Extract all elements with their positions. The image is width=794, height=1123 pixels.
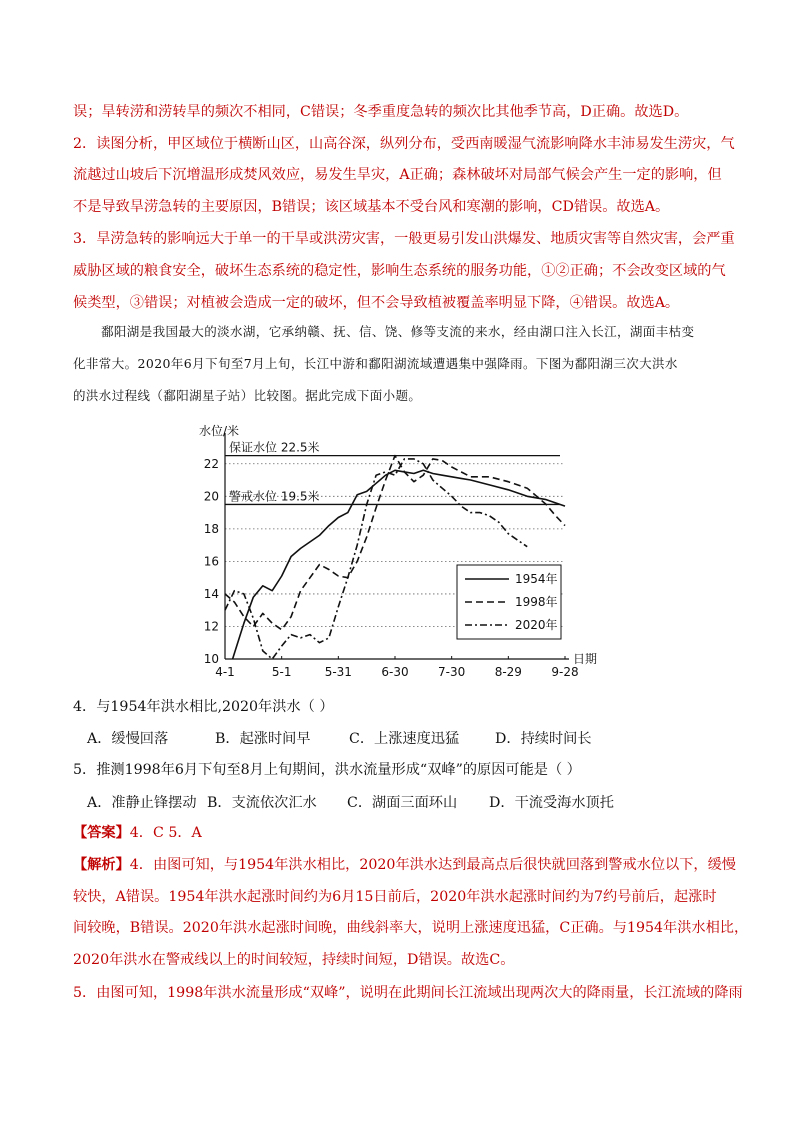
answer-continuation: 误；旱转涝和涝转旱的频次不相同，C错误；冬季重度急转的频次比其他季节高，D正确。故选D。	[73, 104, 689, 120]
q4-option-d[interactable]: D．持续时间长	[495, 731, 592, 747]
x-tick-label: 9-28	[551, 665, 579, 679]
x-tick-label: 6-30	[381, 665, 409, 679]
legend	[457, 565, 561, 639]
x-tick-label: 4-1	[215, 665, 235, 679]
y-tick-label: 18	[203, 521, 219, 536]
intro-line-2: 化非常大。2020年6月下旬至7月上旬，长江中游和鄱阳湖流域遭遇集中强降雨。下图为鄱阳湖三次大洪水	[73, 356, 678, 371]
question-5-options	[87, 792, 614, 812]
legend-label: 2020年	[515, 618, 558, 632]
x-tick-label: 8-29	[494, 665, 522, 679]
analysis-line-5: 5．由图可知，1998年洪水流量形成“双峰”，说明在此期间长江流域出现两次大的降雨量，长江流域的降雨	[73, 985, 743, 1001]
axes	[204, 433, 579, 679]
reference-line-label: 保证水位 22.5米	[229, 440, 320, 455]
x-tick-label: 7-30	[438, 665, 466, 679]
q5-option-a[interactable]: A．准静止锋摆动	[87, 795, 197, 811]
answer-line	[73, 823, 202, 843]
answer-tag: 【答案】	[73, 825, 130, 841]
y-tick-label: 20	[203, 489, 219, 504]
q5-option-d[interactable]: D．干流受海水顶托	[489, 795, 614, 811]
explanation-2-line-3: 不是导致旱涝急转的主要原因，B错误；该区域基本不受台风和寒潮的影响，CD错误。故选A。	[73, 199, 670, 215]
analysis-line-2: 较快，A错误。1954年洪水起涨时间约为6月15日前后，2020年洪水起涨时间约为7约号前后，起涨时	[73, 889, 717, 905]
q5-option-c[interactable]: C．湖面三面环山	[347, 795, 458, 811]
analysis-line-4: 2020年洪水在警戒线以上的时间较短，持续时间短，D错误。故选C。	[73, 952, 515, 968]
x-axis-label: 日期	[573, 652, 598, 666]
analysis-line-1	[73, 855, 736, 875]
y-tick-label: 22	[203, 456, 219, 471]
x-tick-label: 5-1	[271, 665, 292, 679]
question-5: 5．推测1998年6月下旬至8月上旬期间，洪水流量形成“双峰”的原因可能是（ ）	[73, 762, 581, 778]
answer-text: 4．C 5．A	[129, 825, 202, 841]
explanation-3-line-3: 候类型，③错误；对植被会造成一定的破坏，但不会导致植被覆盖率明显下降，④错误。故选A。	[73, 295, 680, 311]
explanation-3-line-2: 威胁区域的粮食安全，破坏生态系统的稳定性，影响生态系统的服务功能，①②正确；不会改变区域的气	[73, 263, 726, 279]
analysis-line-3: 间较晚，B错误。2020年洪水起涨时间晚，曲线斜率大，说明上涨速度迅猛，C正确。与1954年洪水相比，	[73, 920, 749, 936]
y-tick-label: 14	[203, 586, 219, 601]
intro-line-1: 鄱阳湖是我国最大的淡水湖，它承纳赣、抚、信、饶、修等支流的来水，经由湖口注入长江，湖面丰枯变	[101, 324, 695, 339]
x-tick-label: 5-31	[324, 665, 352, 679]
reference-line-label: 警戒水位 19.5米	[229, 489, 320, 504]
q5-option-b[interactable]: B．支流依次汇水	[207, 795, 317, 811]
legend-label: 1998年	[515, 595, 558, 609]
y-tick-label: 12	[203, 619, 219, 634]
y-tick-label: 16	[203, 554, 219, 569]
intro-line-3: 的洪水过程线（鄱阳湖星子站）比较图。据此完成下面小题。	[73, 388, 422, 403]
question-4: 4．与1954年洪水相比,2020年洪水（ ）	[73, 699, 334, 715]
y-tick-label: 10	[203, 652, 219, 666]
analysis-tag: 【解析】	[73, 857, 130, 873]
flood-hydrograph-chart	[195, 415, 605, 685]
analysis-text-1: 4．由图可知，与1954年洪水相比，2020年洪水达到最高点后很快就回落到警戒水位以下，缓慢	[129, 857, 736, 873]
q4-option-a[interactable]: A．缓慢回落	[87, 731, 169, 747]
y-axis-label: 水位/米	[199, 424, 240, 438]
explanation-3-line-1: 3．旱涝急转的影响远大于单一的干旱或洪涝灾害，一般更易引发山洪爆发、地质灾害等自然灾害，会严重	[73, 231, 735, 247]
q4-option-b[interactable]: B．起涨时间早	[215, 731, 311, 747]
q4-option-c[interactable]: C．上涨速度迅猛	[349, 731, 460, 747]
explanation-2-line-1: 2．读图分析，甲区域位于横断山区，山高谷深，纵列分布，受西南暖湿气流影响降水丰沛易发生涝灾，气	[73, 136, 735, 152]
legend-label: 1954年	[515, 572, 558, 586]
explanation-2-line-2: 流越过山坡后下沉增温形成焚风效应，易发生旱灾，A正确；森林破坏对局部气候会产生一定的影响，但	[73, 167, 722, 183]
question-4-options	[87, 728, 592, 748]
